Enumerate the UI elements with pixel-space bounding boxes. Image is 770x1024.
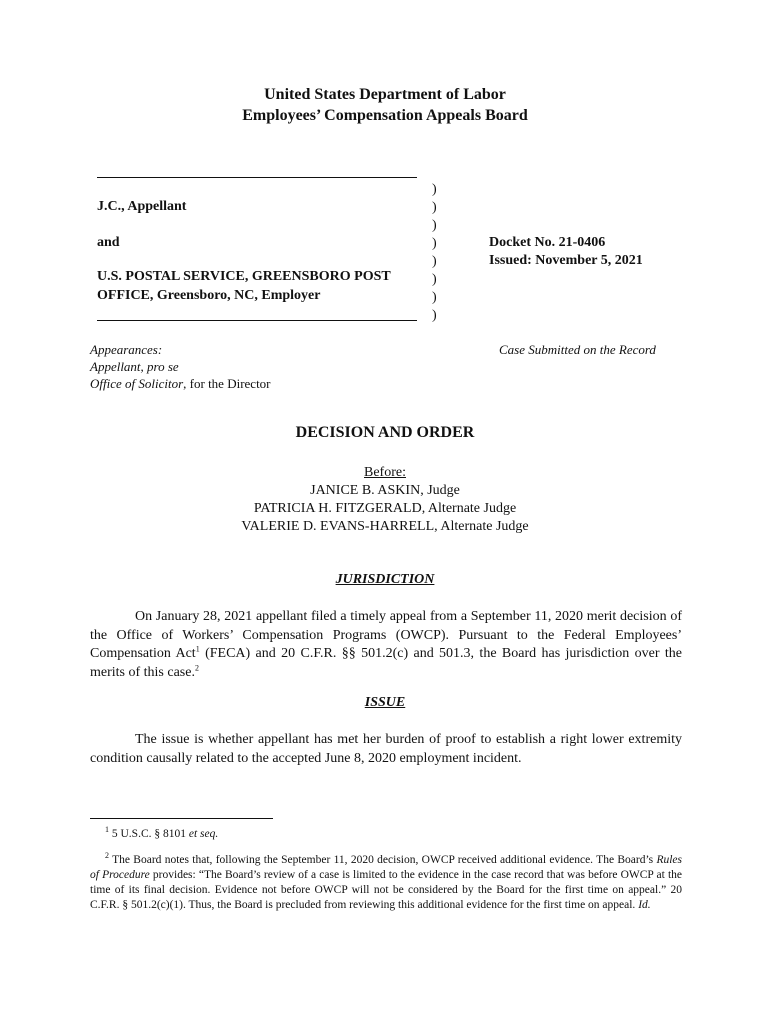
paren: ) — [432, 218, 437, 233]
before-text: Before: — [364, 465, 406, 480]
footnote-2 — [90, 853, 682, 913]
judge-2: PATRICIA H. FITZGERALD, Alternate Judge — [253, 501, 517, 516]
jurisdiction-text-1: On January 28, 2021 appellant filed a timely appeal from a September 11, 2020 merit decision of the Office of Workers’ Compensation Programs (OWCP). Pursuant to the Federal Employees’ Compensation Act — [90, 609, 682, 661]
case-submitted-note: Case Submitted on the Record — [499, 342, 656, 357]
agency-title: United States Department of Labor — [264, 86, 506, 103]
before-label — [0, 465, 770, 481]
paren: ) — [432, 200, 437, 215]
footnote-2-ref: 2 — [194, 662, 199, 672]
caption-bottom-rule — [97, 320, 417, 321]
appellant-appearance: Appellant, pro se — [90, 359, 179, 374]
appearances-label: Appearances: — [90, 342, 163, 357]
paren: ) — [432, 182, 437, 197]
employer-line-2: OFFICE, Greensboro, NC, Employer — [97, 288, 321, 303]
paren: ) — [432, 254, 437, 269]
jurisdiction-text-2: (FECA) and 20 C.F.R. §§ 501.2(c) and 501.3, the Board has jurisdiction over the merits of this case. — [90, 646, 682, 680]
caption-top-rule — [97, 177, 417, 178]
board-title: Employees’ Compensation Appeals Board — [242, 107, 528, 124]
footnote-2-text-2: provides: “The Board’s review of a case is limited to the evidence in the case record that was before OWCP at the time of its final decision. Evidence not before OWCP will not be considered by the Board for the first time on appeal.” 20 C.F.R. § 501.2(c)(1). Thus, the Board is precluded from reviewing this additional evidence for the first time on appeal. — [90, 869, 683, 911]
footnote-1-italic: et seq. — [188, 828, 219, 840]
jurisdiction-paragraph — [90, 608, 682, 682]
paren: ) — [432, 236, 437, 251]
footnote-2-id: Id. — [638, 899, 651, 911]
footnote-1-ref: 1 — [195, 644, 200, 654]
solicitor-appearance — [90, 376, 271, 392]
footnote-2-text-1: The Board notes that, following the September 11, 2020 decision, OWCP received additional evidence. The Board’s — [112, 854, 657, 866]
footnote-2-italic: Rules of Procedure — [90, 854, 682, 881]
footnote-1-text: 5 U.S.C. § 8101 — [111, 828, 189, 840]
footnote-1-number: 1 — [105, 825, 109, 835]
issue-paragraph: The issue is whether appellant has met her burden of proof to establish a right lower extremity condition causally related to the accepted June 8, 2020 employment incident. — [90, 732, 682, 766]
solicitor-role: , for the Director — [183, 376, 271, 391]
judge-3: VALERIE D. EVANS-HARRELL, Alternate Judge — [241, 519, 529, 534]
docket-number: Docket No. 21-0406 — [489, 235, 606, 250]
paren: ) — [432, 308, 437, 323]
appellant-name: J.C., Appellant — [97, 199, 187, 214]
issue-heading-text: ISSUE — [364, 695, 406, 710]
caption-parentheses — [432, 181, 437, 325]
footnote-2-number: 2 — [105, 851, 109, 861]
decision-title: DECISION AND ORDER — [295, 424, 475, 441]
solicitor-label: Office of Solicitor — [90, 376, 184, 391]
footnote-rule — [90, 818, 273, 819]
jurisdiction-heading — [0, 572, 770, 588]
issued-date: Issued: November 5, 2021 — [489, 253, 643, 268]
paren: ) — [432, 290, 437, 305]
employer-line-1: U.S. POSTAL SERVICE, GREENSBORO POST — [97, 269, 391, 284]
paren: ) — [432, 272, 437, 287]
caption-and: and — [97, 235, 120, 250]
judge-1: JANICE B. ASKIN, Judge — [310, 483, 460, 498]
jurisdiction-heading-text: JURISDICTION — [335, 572, 435, 587]
footnote-1 — [90, 827, 682, 842]
issue-heading — [0, 695, 770, 711]
